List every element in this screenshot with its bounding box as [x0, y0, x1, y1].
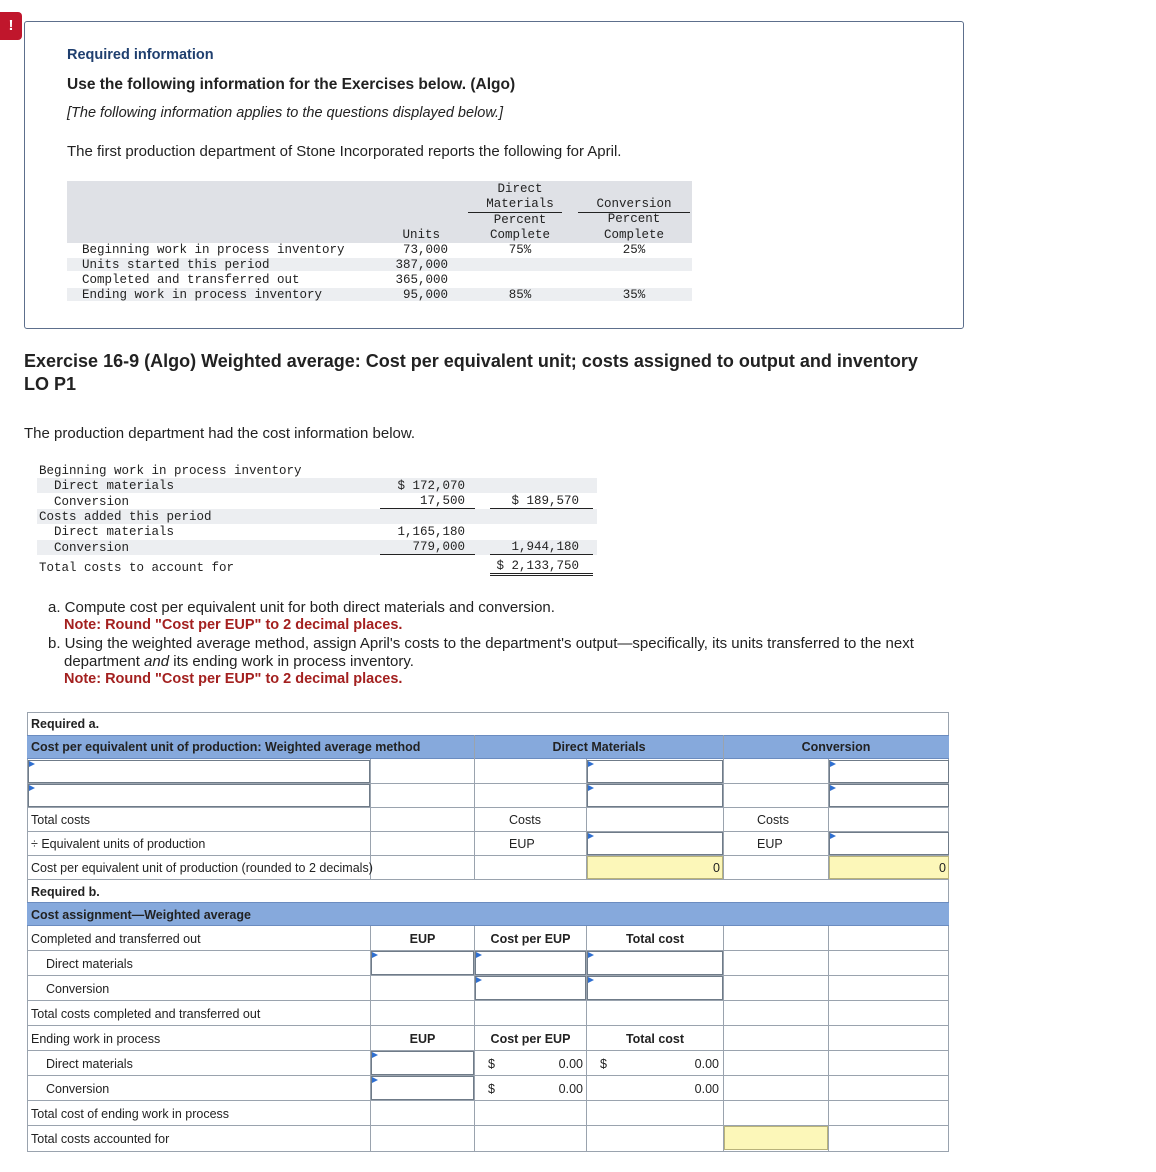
divider	[27, 879, 949, 880]
ending-dm-eup-input[interactable]	[371, 1051, 474, 1075]
cost-value: 779,000	[380, 540, 475, 555]
cost-label: Total costs to account for	[39, 561, 235, 575]
dm-header: Direct Materials Percent Complete	[486, 182, 554, 242]
divider	[468, 212, 562, 213]
ending-wip-label: Ending work in process	[31, 1032, 161, 1046]
dollar-sign: $	[600, 1057, 607, 1071]
applies-note: [The following information applies to the questions displayed below.]	[67, 105, 504, 121]
part-b-instructions-2: department and its ending work in process inventory.	[64, 653, 414, 670]
conv-cost-input-1[interactable]	[829, 760, 949, 783]
divider	[27, 831, 949, 832]
divider	[27, 1000, 949, 1001]
cost-value: $ 172,070	[397, 479, 465, 493]
divider	[828, 926, 829, 1152]
cost-label-input-1[interactable]	[28, 760, 370, 783]
ending-conv-label: Conversion	[46, 1082, 110, 1096]
cost-value: 1,944,180	[490, 540, 593, 555]
dollar-sign: $	[488, 1057, 495, 1071]
divider	[27, 855, 949, 856]
cost-per-eup-header: Cost per EUP	[490, 932, 571, 946]
table-row: Ending work in process inventory 95,000 85% 35%	[82, 288, 646, 302]
table-row: Completed and transferred out 365,000	[82, 273, 448, 287]
dm-costs-label: Costs	[509, 813, 541, 827]
required-info-subtitle: Use the following information for the Exercises below. (Algo)	[67, 76, 516, 93]
completed-dm-total-input[interactable]	[587, 951, 723, 975]
equivalent-units-label: ÷ Equivalent units of production	[31, 837, 206, 851]
cost-label: Conversion	[54, 495, 130, 509]
cost-value: 1,165,180	[397, 525, 465, 539]
completed-label: Completed and transferred out	[31, 932, 201, 946]
total-completed-label: Total costs completed and transferred out	[31, 1007, 261, 1021]
completed-dm-eup-input[interactable]	[371, 951, 474, 975]
eup-header-2: EUP	[409, 1032, 436, 1046]
dm-cost-input-2[interactable]	[587, 784, 723, 807]
completed-dm-label: Direct materials	[46, 957, 133, 971]
cost-label: Costs added this period	[39, 510, 212, 524]
dm-eup-input[interactable]	[587, 832, 723, 855]
cost-label: Direct materials	[54, 479, 175, 493]
total-ending-label: Total cost of ending work in process	[31, 1107, 230, 1121]
required-b-label: Required b.	[31, 885, 100, 899]
total-cost-header: Total cost	[625, 932, 685, 946]
cost-label: Direct materials	[54, 525, 175, 539]
conv-cpeu-value: 0	[939, 861, 946, 875]
ending-conv-eup-input[interactable]	[371, 1076, 474, 1100]
total-costs-label: Total costs	[31, 813, 91, 827]
ending-dm-cost-per: 0.00	[558, 1057, 583, 1071]
required-a-label: Required a.	[31, 717, 100, 731]
exercise-intro: The production department had the cost information below.	[24, 425, 416, 442]
part-b-instructions: b. Using the weighted average method, assign April's costs to the department's output—specifically, its units transferred to the next	[48, 635, 914, 652]
cost-value: $ 2,133,750	[490, 559, 593, 576]
cost-label: Beginning work in process inventory	[39, 464, 302, 478]
dm-column-header: Direct Materials	[552, 740, 646, 754]
part-b-note: Note: Round "Cost per EUP" to 2 decimal places.	[64, 671, 403, 687]
cost-per-eup-header-2: Cost per EUP	[490, 1032, 571, 1046]
cpeu-title: Cost per equivalent unit of production: Weighted average method	[31, 740, 421, 754]
total-cost-header-2: Total cost	[625, 1032, 685, 1046]
cost-value: 17,500	[380, 494, 475, 509]
divider	[27, 1025, 949, 1026]
divider	[27, 807, 949, 808]
ending-dm-label: Direct materials	[46, 1057, 133, 1071]
completed-dm-cost-per-input[interactable]	[475, 951, 586, 975]
completed-conv-label: Conversion	[46, 982, 110, 996]
conv-column-header: Conversion	[801, 740, 871, 754]
conv-eup-input[interactable]	[829, 832, 949, 855]
units-header: Units	[402, 228, 440, 242]
total-accounted-label: Total costs accounted for	[31, 1132, 170, 1146]
conv-eup-label: EUP	[757, 837, 783, 851]
table-row: Units started this period 387,000	[82, 258, 448, 272]
total-accounted-result	[724, 1126, 828, 1150]
dm-cpeu-value: 0	[713, 861, 720, 875]
part-a-note: Note: Round "Cost per EUP" to 2 decimal places.	[64, 617, 403, 633]
required-info-title: Required information	[67, 47, 214, 63]
divider	[27, 1050, 949, 1051]
conv-cost-input-2[interactable]	[829, 784, 949, 807]
divider	[27, 1075, 949, 1076]
dollar-sign: $	[488, 1082, 495, 1096]
cost-label: Conversion	[54, 541, 130, 555]
dm-cost-input-1[interactable]	[587, 760, 723, 783]
eup-header: EUP	[409, 932, 436, 946]
ending-dm-total: 0.00	[694, 1057, 719, 1071]
completed-conv-cost-per-input[interactable]	[475, 976, 586, 1000]
cost-value: $ 189,570	[490, 494, 593, 509]
completed-conv-total-input[interactable]	[587, 976, 723, 1000]
divider	[27, 1100, 949, 1101]
divider	[723, 926, 724, 1152]
cost-label-input-2[interactable]	[28, 784, 370, 807]
exercise-title: Exercise 16-9 (Algo) Weighted average: Cost per equivalent unit; costs assigned to output and inventory LO P1	[24, 351, 918, 394]
dm-eup-label: EUP	[509, 837, 535, 851]
assignment-title: Cost assignment—Weighted average	[31, 908, 251, 922]
conv-costs-label: Costs	[757, 813, 789, 827]
conv-header: Conversion Percent Complete	[596, 197, 672, 242]
table-row: Beginning work in process inventory 73,000 75% 25%	[82, 243, 646, 257]
part-a-instructions: a. Compute cost per equivalent unit for both direct materials and conversion.	[48, 599, 555, 616]
alert-icon: !	[0, 12, 22, 40]
intro-text: The first production department of Stone Incorporated reports the following for April.	[67, 143, 622, 160]
units-table	[82, 243, 682, 303]
divider	[578, 212, 690, 213]
ending-conv-total: 0.00	[694, 1082, 719, 1096]
ending-conv-cost-per: 0.00	[558, 1082, 583, 1096]
cpeu-row-label: Cost per equivalent unit of production (rounded to 2 decimals)	[31, 861, 373, 875]
